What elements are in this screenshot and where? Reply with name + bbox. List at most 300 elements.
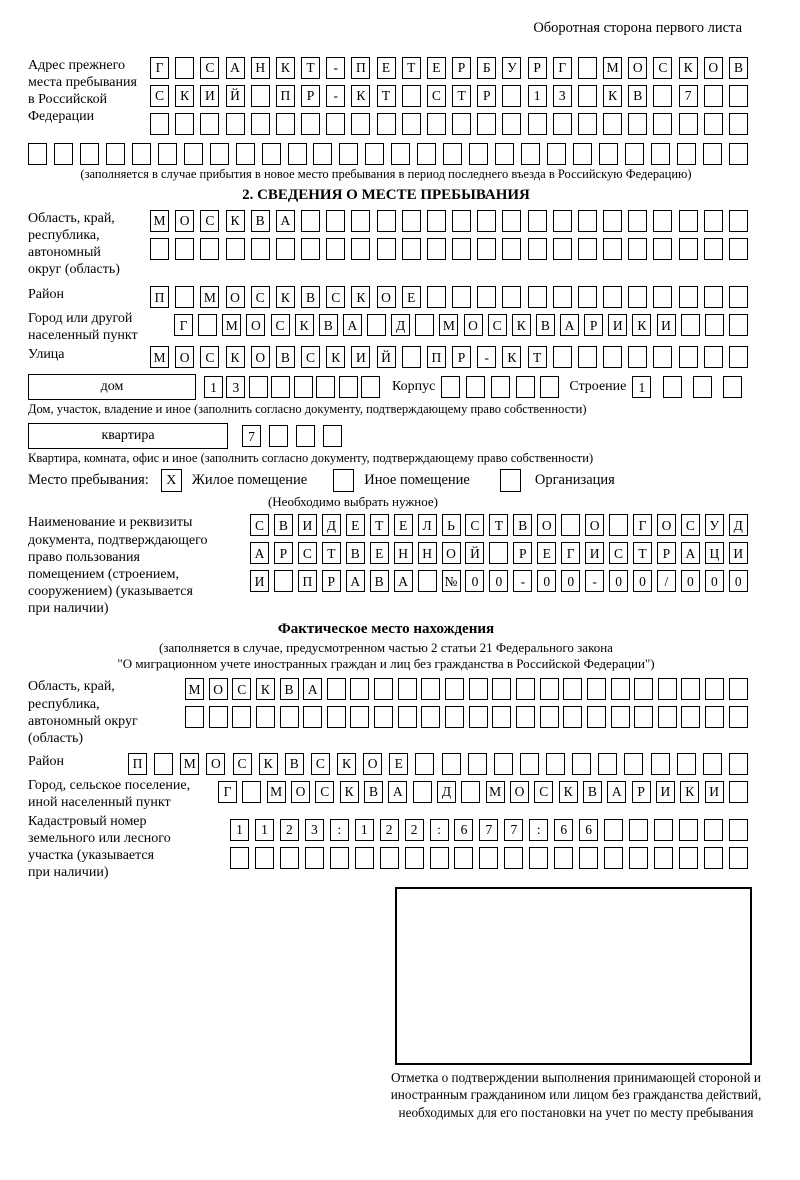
actual-region-row-2[interactable] <box>185 706 748 728</box>
char-cell[interactable] <box>350 706 369 728</box>
char-cell[interactable] <box>653 113 672 135</box>
char-cell[interactable] <box>355 847 374 869</box>
char-cell[interactable]: Н <box>394 542 413 564</box>
char-cell[interactable]: М <box>267 781 286 803</box>
char-cell[interactable]: С <box>298 542 317 564</box>
char-cell[interactable] <box>704 847 723 869</box>
char-cell[interactable]: Н <box>418 542 437 564</box>
char-cell[interactable] <box>454 847 473 869</box>
region-row-1[interactable] <box>150 210 748 232</box>
char-cell[interactable]: К <box>603 85 622 107</box>
char-cell[interactable] <box>452 286 471 308</box>
char-cell[interactable]: Р <box>528 57 547 79</box>
char-cell[interactable] <box>391 143 410 165</box>
char-cell[interactable] <box>729 113 748 135</box>
char-cell[interactable] <box>288 143 307 165</box>
char-cell[interactable] <box>658 678 677 700</box>
char-cell[interactable] <box>271 376 290 398</box>
char-cell[interactable] <box>492 706 511 728</box>
char-cell[interactable] <box>704 286 723 308</box>
char-cell[interactable] <box>651 143 670 165</box>
char-cell[interactable] <box>520 753 539 775</box>
char-cell[interactable]: Д <box>437 781 456 803</box>
char-cell[interactable]: О <box>226 286 245 308</box>
char-cell[interactable] <box>54 143 73 165</box>
char-cell[interactable]: Т <box>633 542 652 564</box>
char-cell[interactable] <box>528 286 547 308</box>
char-cell[interactable] <box>280 847 299 869</box>
char-cell[interactable]: С <box>653 57 672 79</box>
char-cell[interactable]: Г <box>561 542 580 564</box>
char-cell[interactable]: Р <box>452 346 471 368</box>
apartment-cells[interactable] <box>242 425 342 447</box>
char-cell[interactable] <box>729 706 748 728</box>
char-cell[interactable] <box>603 210 622 232</box>
char-cell[interactable]: Е <box>394 514 413 536</box>
char-cell[interactable] <box>175 286 194 308</box>
char-cell[interactable] <box>705 706 724 728</box>
char-cell[interactable]: С <box>200 346 219 368</box>
char-cell[interactable] <box>251 113 270 135</box>
char-cell[interactable] <box>553 238 572 260</box>
char-cell[interactable]: С <box>534 781 553 803</box>
char-cell[interactable] <box>327 678 346 700</box>
char-cell[interactable] <box>421 706 440 728</box>
char-cell[interactable]: И <box>250 570 269 592</box>
street-row[interactable] <box>150 346 748 368</box>
char-cell[interactable]: К <box>632 314 651 336</box>
char-cell[interactable] <box>427 210 446 232</box>
char-cell[interactable] <box>704 819 723 841</box>
char-cell[interactable]: В <box>251 210 270 232</box>
char-cell[interactable] <box>495 143 514 165</box>
char-cell[interactable]: 0 <box>681 570 700 592</box>
char-cell[interactable] <box>528 238 547 260</box>
char-cell[interactable]: А <box>607 781 626 803</box>
char-cell[interactable] <box>679 210 698 232</box>
char-cell[interactable] <box>604 819 623 841</box>
char-cell[interactable] <box>572 753 591 775</box>
char-cell[interactable]: 1 <box>230 819 249 841</box>
char-cell[interactable] <box>226 113 245 135</box>
char-cell[interactable]: К <box>256 678 275 700</box>
char-cell[interactable]: Е <box>537 542 556 564</box>
char-cell[interactable] <box>628 210 647 232</box>
char-cell[interactable] <box>654 819 673 841</box>
char-cell[interactable]: П <box>351 57 370 79</box>
char-cell[interactable]: В <box>370 570 389 592</box>
char-cell[interactable] <box>603 238 622 260</box>
char-cell[interactable]: 6 <box>454 819 473 841</box>
char-cell[interactable]: Р <box>632 781 651 803</box>
char-cell[interactable] <box>427 286 446 308</box>
char-cell[interactable] <box>377 113 396 135</box>
char-cell[interactable] <box>729 678 748 700</box>
char-cell[interactable]: Т <box>301 57 320 79</box>
char-cell[interactable]: Л <box>418 514 437 536</box>
char-cell[interactable] <box>578 113 597 135</box>
char-cell[interactable] <box>563 706 582 728</box>
char-cell[interactable] <box>361 376 380 398</box>
char-cell[interactable] <box>477 286 496 308</box>
char-cell[interactable]: : <box>330 819 349 841</box>
char-cell[interactable]: В <box>319 314 338 336</box>
char-cell[interactable]: Ь <box>442 514 461 536</box>
char-cell[interactable] <box>502 210 521 232</box>
char-cell[interactable] <box>326 210 345 232</box>
char-cell[interactable]: С <box>311 753 330 775</box>
char-cell[interactable]: 0 <box>537 570 556 592</box>
char-cell[interactable] <box>553 113 572 135</box>
char-cell[interactable]: В <box>513 514 532 536</box>
char-cell[interactable]: С <box>251 286 270 308</box>
char-cell[interactable] <box>729 781 748 803</box>
char-cell[interactable] <box>461 781 480 803</box>
char-cell[interactable]: Б <box>477 57 496 79</box>
char-cell[interactable] <box>658 706 677 728</box>
stroenie-cells[interactable] <box>632 376 742 398</box>
char-cell[interactable] <box>466 376 485 398</box>
char-cell[interactable] <box>427 113 446 135</box>
char-cell[interactable]: В <box>285 753 304 775</box>
char-cell[interactable] <box>330 847 349 869</box>
char-cell[interactable]: О <box>246 314 265 336</box>
char-cell[interactable] <box>703 753 722 775</box>
char-cell[interactable] <box>553 286 572 308</box>
char-cell[interactable] <box>175 238 194 260</box>
char-cell[interactable]: Р <box>584 314 603 336</box>
city-row[interactable] <box>174 314 748 336</box>
char-cell[interactable]: К <box>276 57 295 79</box>
char-cell[interactable]: 7 <box>504 819 523 841</box>
char-cell[interactable]: 1 <box>204 376 223 398</box>
char-cell[interactable] <box>255 847 274 869</box>
char-cell[interactable] <box>442 753 461 775</box>
char-cell[interactable]: Й <box>465 542 484 564</box>
char-cell[interactable]: С <box>150 85 169 107</box>
char-cell[interactable] <box>502 238 521 260</box>
char-cell[interactable] <box>723 376 742 398</box>
char-cell[interactable]: О <box>585 514 604 536</box>
char-cell[interactable] <box>445 678 464 700</box>
char-cell[interactable]: И <box>729 542 748 564</box>
char-cell[interactable] <box>185 706 204 728</box>
char-cell[interactable] <box>402 85 421 107</box>
char-cell[interactable] <box>280 706 299 728</box>
char-cell[interactable]: Г <box>150 57 169 79</box>
char-cell[interactable]: 0 <box>729 570 748 592</box>
char-cell[interactable]: С <box>326 286 345 308</box>
cadastre-row-1[interactable] <box>230 819 748 841</box>
char-cell[interactable]: С <box>233 753 252 775</box>
char-cell[interactable]: Р <box>477 85 496 107</box>
char-cell[interactable]: Д <box>322 514 341 536</box>
char-cell[interactable] <box>150 113 169 135</box>
char-cell[interactable]: Н <box>251 57 270 79</box>
char-cell[interactable]: С <box>250 514 269 536</box>
char-cell[interactable] <box>351 238 370 260</box>
char-cell[interactable]: К <box>351 286 370 308</box>
char-cell[interactable] <box>421 678 440 700</box>
char-cell[interactable] <box>521 143 540 165</box>
char-cell[interactable]: В <box>729 57 748 79</box>
char-cell[interactable] <box>729 238 748 260</box>
char-cell[interactable]: Г <box>633 514 652 536</box>
char-cell[interactable]: О <box>704 57 723 79</box>
char-cell[interactable]: : <box>430 819 449 841</box>
char-cell[interactable] <box>413 781 432 803</box>
char-cell[interactable] <box>628 113 647 135</box>
char-cell[interactable]: М <box>486 781 505 803</box>
char-cell[interactable]: И <box>705 781 724 803</box>
char-cell[interactable] <box>587 678 606 700</box>
char-cell[interactable] <box>578 57 597 79</box>
char-cell[interactable]: А <box>394 570 413 592</box>
char-cell[interactable]: 7 <box>679 85 698 107</box>
char-cell[interactable]: О <box>209 678 228 700</box>
char-cell[interactable]: И <box>656 781 675 803</box>
char-cell[interactable]: А <box>276 210 295 232</box>
char-cell[interactable]: С <box>488 314 507 336</box>
char-cell[interactable]: Й <box>226 85 245 107</box>
char-cell[interactable] <box>374 678 393 700</box>
char-cell[interactable] <box>365 143 384 165</box>
char-cell[interactable] <box>603 113 622 135</box>
char-cell[interactable]: А <box>388 781 407 803</box>
char-cell[interactable] <box>679 238 698 260</box>
korpus-cells[interactable] <box>441 376 559 398</box>
char-cell[interactable] <box>236 143 255 165</box>
char-cell[interactable]: Г <box>174 314 193 336</box>
char-cell[interactable] <box>276 113 295 135</box>
char-cell[interactable]: Р <box>513 542 532 564</box>
char-cell[interactable]: К <box>326 346 345 368</box>
char-cell[interactable] <box>28 143 47 165</box>
char-cell[interactable] <box>351 210 370 232</box>
char-cell[interactable]: К <box>226 346 245 368</box>
char-cell[interactable] <box>653 346 672 368</box>
char-cell[interactable] <box>554 847 573 869</box>
char-cell[interactable]: : <box>529 819 548 841</box>
char-cell[interactable]: В <box>583 781 602 803</box>
char-cell[interactable]: К <box>679 57 698 79</box>
char-cell[interactable] <box>380 847 399 869</box>
char-cell[interactable] <box>276 238 295 260</box>
char-cell[interactable]: 0 <box>489 570 508 592</box>
char-cell[interactable] <box>132 143 151 165</box>
char-cell[interactable] <box>628 346 647 368</box>
char-cell[interactable] <box>80 143 99 165</box>
char-cell[interactable] <box>504 847 523 869</box>
prev-address-row-4[interactable] <box>28 143 748 165</box>
char-cell[interactable] <box>326 113 345 135</box>
char-cell[interactable] <box>651 753 670 775</box>
char-cell[interactable] <box>679 819 698 841</box>
char-cell[interactable] <box>158 143 177 165</box>
actual-city-row[interactable] <box>218 781 748 803</box>
char-cell[interactable]: Е <box>377 57 396 79</box>
char-cell[interactable]: 1 <box>355 819 374 841</box>
char-cell[interactable]: Е <box>389 753 408 775</box>
char-cell[interactable] <box>249 376 268 398</box>
char-cell[interactable]: С <box>301 346 320 368</box>
char-cell[interactable]: А <box>560 314 579 336</box>
char-cell[interactable]: 0 <box>465 570 484 592</box>
char-cell[interactable]: К <box>512 314 531 336</box>
char-cell[interactable] <box>693 376 712 398</box>
char-cell[interactable] <box>681 678 700 700</box>
char-cell[interactable] <box>704 238 723 260</box>
char-cell[interactable] <box>729 210 748 232</box>
char-cell[interactable]: О <box>442 542 461 564</box>
char-cell[interactable] <box>625 143 644 165</box>
char-cell[interactable]: К <box>351 85 370 107</box>
char-cell[interactable] <box>729 847 748 869</box>
char-cell[interactable]: Р <box>657 542 676 564</box>
char-cell[interactable]: В <box>276 346 295 368</box>
char-cell[interactable]: Ц <box>705 542 724 564</box>
actual-district-row[interactable] <box>128 753 748 775</box>
char-cell[interactable] <box>200 113 219 135</box>
char-cell[interactable] <box>704 346 723 368</box>
char-cell[interactable]: К <box>259 753 278 775</box>
char-cell[interactable]: Е <box>370 542 389 564</box>
char-cell[interactable] <box>578 85 597 107</box>
char-cell[interactable]: А <box>250 542 269 564</box>
char-cell[interactable] <box>653 286 672 308</box>
char-cell[interactable] <box>327 706 346 728</box>
char-cell[interactable]: О <box>175 210 194 232</box>
prev-address-row-2[interactable] <box>150 85 748 107</box>
char-cell[interactable]: С <box>681 514 700 536</box>
char-cell[interactable] <box>301 238 320 260</box>
char-cell[interactable] <box>598 753 617 775</box>
char-cell[interactable]: - <box>585 570 604 592</box>
char-cell[interactable]: И <box>298 514 317 536</box>
char-cell[interactable] <box>377 238 396 260</box>
char-cell[interactable]: И <box>200 85 219 107</box>
char-cell[interactable] <box>729 286 748 308</box>
char-cell[interactable]: О <box>363 753 382 775</box>
district-row[interactable] <box>150 286 748 308</box>
char-cell[interactable] <box>200 238 219 260</box>
char-cell[interactable]: О <box>251 346 270 368</box>
char-cell[interactable] <box>477 238 496 260</box>
char-cell[interactable] <box>301 210 320 232</box>
char-cell[interactable] <box>489 542 508 564</box>
char-cell[interactable] <box>415 314 434 336</box>
char-cell[interactable]: К <box>680 781 699 803</box>
char-cell[interactable] <box>430 847 449 869</box>
char-cell[interactable]: У <box>705 514 724 536</box>
char-cell[interactable] <box>415 753 434 775</box>
char-cell[interactable]: Т <box>452 85 471 107</box>
char-cell[interactable] <box>629 819 648 841</box>
char-cell[interactable] <box>516 376 535 398</box>
char-cell[interactable] <box>502 85 521 107</box>
char-cell[interactable]: К <box>502 346 521 368</box>
char-cell[interactable]: М <box>222 314 241 336</box>
char-cell[interactable]: 1 <box>632 376 651 398</box>
char-cell[interactable] <box>529 847 548 869</box>
char-cell[interactable]: Р <box>274 542 293 564</box>
char-cell[interactable]: М <box>150 346 169 368</box>
char-cell[interactable] <box>209 706 228 728</box>
document-row-3[interactable] <box>250 570 748 592</box>
char-cell[interactable] <box>492 678 511 700</box>
char-cell[interactable] <box>251 238 270 260</box>
char-cell[interactable] <box>729 314 748 336</box>
char-cell[interactable] <box>445 706 464 728</box>
char-cell[interactable] <box>729 753 748 775</box>
char-cell[interactable] <box>563 678 582 700</box>
char-cell[interactable] <box>469 706 488 728</box>
char-cell[interactable]: Р <box>322 570 341 592</box>
char-cell[interactable]: № <box>442 570 461 592</box>
char-cell[interactable]: 0 <box>705 570 724 592</box>
char-cell[interactable] <box>468 753 487 775</box>
char-cell[interactable] <box>242 781 261 803</box>
char-cell[interactable]: - <box>326 85 345 107</box>
char-cell[interactable]: - <box>477 346 496 368</box>
char-cell[interactable]: И <box>585 542 604 564</box>
char-cell[interactable]: Т <box>370 514 389 536</box>
char-cell[interactable]: П <box>276 85 295 107</box>
char-cell[interactable]: 3 <box>226 376 245 398</box>
char-cell[interactable] <box>494 753 513 775</box>
char-cell[interactable]: - <box>326 57 345 79</box>
char-cell[interactable] <box>540 706 559 728</box>
char-cell[interactable]: О <box>657 514 676 536</box>
char-cell[interactable]: С <box>609 542 628 564</box>
char-cell[interactable]: 2 <box>280 819 299 841</box>
char-cell[interactable] <box>634 706 653 728</box>
char-cell[interactable] <box>303 706 322 728</box>
char-cell[interactable]: С <box>200 210 219 232</box>
cadastre-row-2[interactable] <box>230 847 748 869</box>
char-cell[interactable] <box>679 286 698 308</box>
char-cell[interactable] <box>405 847 424 869</box>
char-cell[interactable]: А <box>681 542 700 564</box>
char-cell[interactable] <box>729 346 748 368</box>
char-cell[interactable] <box>516 706 535 728</box>
char-cell[interactable] <box>629 847 648 869</box>
char-cell[interactable] <box>654 847 673 869</box>
char-cell[interactable] <box>546 753 565 775</box>
char-cell[interactable] <box>547 143 566 165</box>
char-cell[interactable]: О <box>464 314 483 336</box>
char-cell[interactable] <box>262 143 281 165</box>
document-row-2[interactable] <box>250 542 748 564</box>
char-cell[interactable] <box>677 753 696 775</box>
char-cell[interactable]: 0 <box>609 570 628 592</box>
char-cell[interactable]: К <box>559 781 578 803</box>
char-cell[interactable]: М <box>150 210 169 232</box>
char-cell[interactable] <box>677 143 696 165</box>
char-cell[interactable] <box>624 753 643 775</box>
char-cell[interactable] <box>729 819 748 841</box>
char-cell[interactable] <box>106 143 125 165</box>
char-cell[interactable] <box>452 210 471 232</box>
char-cell[interactable]: 7 <box>242 425 261 447</box>
char-cell[interactable] <box>516 678 535 700</box>
char-cell[interactable] <box>528 113 547 135</box>
char-cell[interactable] <box>256 706 275 728</box>
char-cell[interactable] <box>579 847 598 869</box>
char-cell[interactable]: С <box>232 678 251 700</box>
char-cell[interactable] <box>705 678 724 700</box>
house-cells[interactable] <box>204 376 380 398</box>
